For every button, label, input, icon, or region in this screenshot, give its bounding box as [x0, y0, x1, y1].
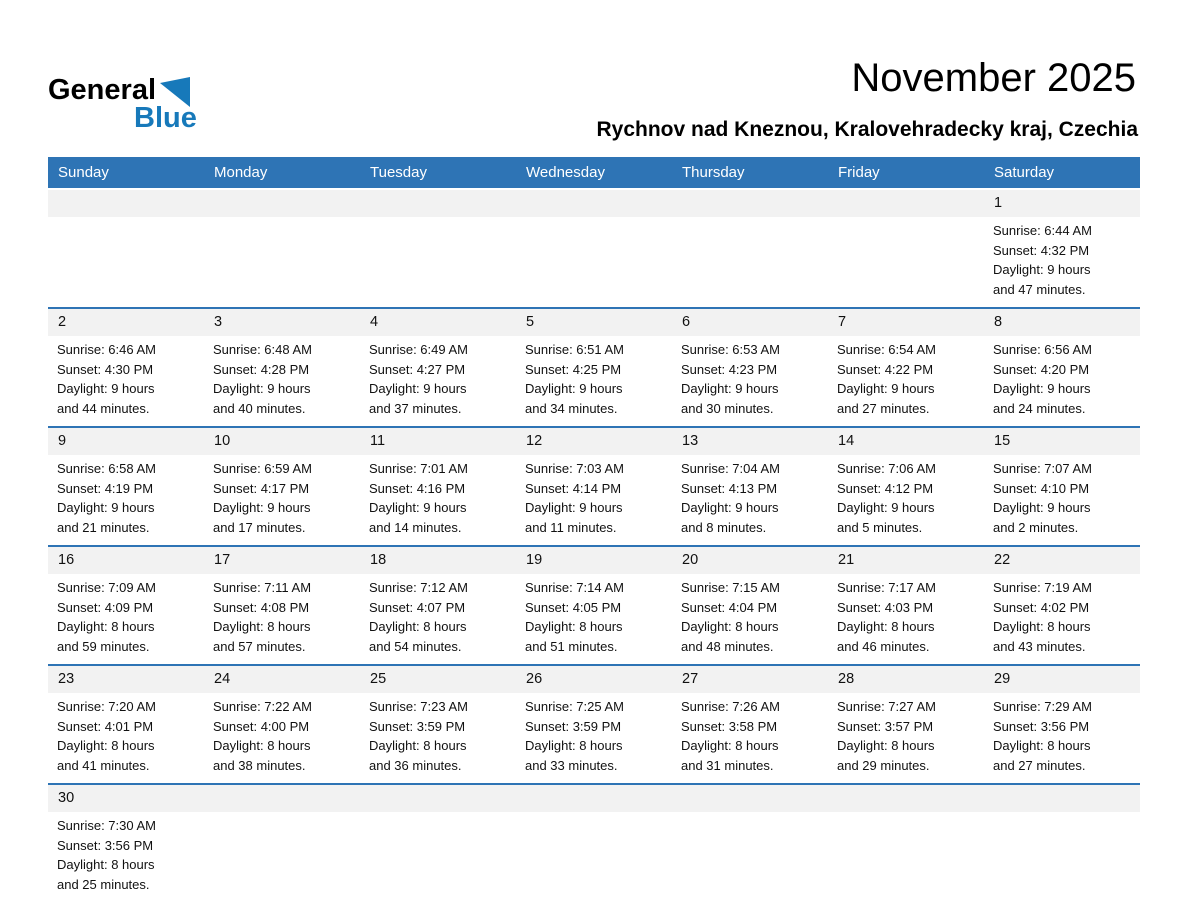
daylight-text: and 41 minutes. — [57, 757, 150, 773]
day-number: 18 — [370, 552, 387, 568]
day-cell — [672, 336, 828, 426]
day-number — [984, 785, 1140, 812]
day-cell — [516, 455, 672, 545]
daylight-text: and 25 minutes. — [57, 876, 150, 892]
day-cell — [48, 693, 204, 783]
daylight-text: and 34 minutes. — [525, 400, 618, 416]
day-number: 20 — [682, 552, 699, 568]
day-cell — [984, 217, 1140, 307]
daylight-text: and 11 minutes. — [525, 519, 617, 535]
sunset-text: Sunset: 4:04 PM — [681, 599, 778, 615]
daylight-text: and 38 minutes. — [213, 757, 306, 773]
sunrise-text: Sunrise: 7:27 AM — [837, 699, 936, 714]
sunrise-text: Sunrise: 6:44 AM — [993, 223, 1092, 238]
daylight-text: and 5 minutes. — [837, 519, 923, 535]
sunrise-text: Sunrise: 6:48 AM — [213, 342, 312, 357]
day-number: 17 — [214, 552, 231, 568]
day-number — [672, 190, 828, 217]
sunrise-text: Sunrise: 7:14 AM — [525, 580, 624, 595]
day-number: 30 — [58, 790, 75, 806]
sunrise-text: Sunrise: 6:54 AM — [837, 342, 936, 357]
day-cell — [828, 455, 984, 545]
daylight-text: and 43 minutes. — [993, 638, 1086, 654]
daylight-text: Daylight: 9 hours — [57, 500, 155, 515]
daylight-text: Daylight: 8 hours — [57, 857, 155, 872]
sunset-text: Sunset: 4:32 PM — [993, 242, 1090, 258]
day-cell — [828, 574, 984, 664]
sunrise-text: Sunrise: 7:04 AM — [681, 461, 780, 476]
daylight-text: and 17 minutes. — [213, 519, 306, 535]
sunrise-text: Sunrise: 7:20 AM — [57, 699, 156, 714]
day-cell — [360, 336, 516, 426]
daylight-text: and 14 minutes. — [369, 519, 462, 535]
day-number: 12 — [526, 433, 543, 449]
sunset-text: Sunset: 4:27 PM — [369, 361, 466, 377]
sunset-text: Sunset: 3:59 PM — [369, 718, 466, 734]
day-number: 5 — [526, 314, 535, 330]
week-content — [48, 455, 1140, 545]
sunrise-text: Sunrise: 7:06 AM — [837, 461, 936, 476]
daylight-text: and 29 minutes. — [837, 757, 930, 773]
day-number: 19 — [526, 552, 543, 568]
sunset-text: Sunset: 4:03 PM — [837, 599, 934, 615]
sunset-text: Sunset: 4:25 PM — [525, 361, 622, 377]
day-cell — [204, 693, 360, 783]
sunset-text: Sunset: 4:17 PM — [213, 480, 310, 496]
day-number: 25 — [370, 671, 387, 687]
sunset-text: Sunset: 4:23 PM — [681, 361, 778, 377]
day-number: 27 — [682, 671, 699, 687]
day-number: 16 — [58, 552, 75, 568]
sunrise-text: Sunrise: 7:22 AM — [213, 699, 312, 714]
daylight-text: Daylight: 9 hours — [525, 500, 623, 515]
logo-text-general: General — [48, 74, 156, 106]
daylight-text: Daylight: 8 hours — [213, 738, 311, 753]
daylight-text: and 24 minutes. — [993, 400, 1086, 416]
day-cell — [204, 812, 360, 902]
weekday-label: Thursday — [682, 164, 745, 181]
daylight-text: and 54 minutes. — [369, 638, 462, 654]
day-cell — [984, 812, 1140, 902]
day-number: 15 — [994, 433, 1011, 449]
daylight-text: Daylight: 9 hours — [681, 500, 779, 515]
day-cell — [672, 693, 828, 783]
day-number: 3 — [214, 314, 223, 330]
daylight-text: Daylight: 8 hours — [57, 619, 155, 634]
week-row — [48, 783, 1140, 918]
sunset-text: Sunset: 4:07 PM — [369, 599, 466, 615]
daylight-text: and 27 minutes. — [993, 757, 1086, 773]
logo-text-blue: Blue — [134, 102, 197, 134]
day-cell — [984, 574, 1140, 664]
day-number: 2 — [58, 314, 67, 330]
month-title: November 2025 — [851, 56, 1136, 100]
daylight-text: Daylight: 8 hours — [993, 738, 1091, 753]
day-cell — [672, 217, 828, 307]
day-cell — [48, 217, 204, 307]
daylight-text: Daylight: 8 hours — [681, 619, 779, 634]
sunset-text: Sunset: 4:22 PM — [837, 361, 934, 377]
day-cell — [48, 455, 204, 545]
weekday-label: Monday — [214, 164, 268, 181]
sunset-text: Sunset: 3:57 PM — [837, 718, 934, 734]
day-cell — [204, 455, 360, 545]
day-number: 6 — [682, 314, 691, 330]
daylight-text: Daylight: 8 hours — [837, 738, 935, 753]
calendar-weeks — [48, 190, 1140, 918]
location-subtitle: Rychnov nad Kneznou, Kralovehradecky kraj, Czechia — [596, 118, 1138, 141]
day-number — [48, 190, 204, 217]
sunset-text: Sunset: 4:13 PM — [681, 480, 778, 496]
day-number: 10 — [214, 433, 231, 449]
sunset-text: Sunset: 4:05 PM — [525, 599, 622, 615]
weekday-label: Friday — [838, 164, 880, 181]
sunrise-text: Sunrise: 7:26 AM — [681, 699, 780, 714]
week-row — [48, 426, 1140, 545]
day-number: 21 — [838, 552, 855, 568]
day-number — [672, 785, 828, 812]
daylight-text: and 37 minutes. — [369, 400, 462, 416]
day-cell — [516, 693, 672, 783]
sunset-text: Sunset: 4:00 PM — [213, 718, 310, 734]
daylight-text: Daylight: 8 hours — [57, 738, 155, 753]
sunrise-text: Sunrise: 7:29 AM — [993, 699, 1092, 714]
day-cell — [828, 812, 984, 902]
day-cell — [360, 574, 516, 664]
daylight-text: and 36 minutes. — [369, 757, 462, 773]
sunset-text: Sunset: 3:58 PM — [681, 718, 778, 734]
sunset-text: Sunset: 4:12 PM — [837, 480, 934, 496]
day-number: 23 — [58, 671, 75, 687]
day-cell — [984, 693, 1140, 783]
sunset-text: Sunset: 4:16 PM — [369, 480, 466, 496]
sunrise-text: Sunrise: 7:17 AM — [837, 580, 936, 595]
day-number — [516, 190, 672, 217]
day-number: 7 — [838, 314, 847, 330]
sunset-text: Sunset: 3:56 PM — [57, 837, 154, 853]
day-number: 13 — [682, 433, 699, 449]
day-number — [204, 190, 360, 217]
weekday-label: Sunday — [58, 164, 109, 181]
weekday-label: Wednesday — [526, 164, 605, 181]
sunset-text: Sunset: 3:56 PM — [993, 718, 1090, 734]
sunrise-text: Sunrise: 7:30 AM — [57, 818, 156, 833]
day-cell — [672, 574, 828, 664]
day-cell — [360, 812, 516, 902]
day-number: 29 — [994, 671, 1011, 687]
sunrise-text: Sunrise: 6:51 AM — [525, 342, 624, 357]
sunrise-text: Sunrise: 7:19 AM — [993, 580, 1092, 595]
week-row — [48, 545, 1140, 664]
daylight-text: Daylight: 8 hours — [993, 619, 1091, 634]
day-cell — [516, 812, 672, 902]
sunrise-text: Sunrise: 7:09 AM — [57, 580, 156, 595]
daylight-text: and 47 minutes. — [993, 281, 1086, 297]
daylight-text: and 59 minutes. — [57, 638, 150, 654]
day-number: 1 — [994, 195, 1003, 211]
week-number-band — [48, 309, 1140, 336]
day-cell — [204, 574, 360, 664]
sunrise-text: Sunrise: 6:58 AM — [57, 461, 156, 476]
week-content — [48, 812, 1140, 902]
day-number: 9 — [58, 433, 67, 449]
week-content — [48, 217, 1140, 307]
day-cell — [360, 217, 516, 307]
sunrise-text: Sunrise: 7:23 AM — [369, 699, 468, 714]
daylight-text: and 27 minutes. — [837, 400, 930, 416]
daylight-text: and 30 minutes. — [681, 400, 774, 416]
weekday-label: Saturday — [994, 164, 1055, 181]
day-number: 26 — [526, 671, 543, 687]
week-number-band — [48, 666, 1140, 693]
daylight-text: Daylight: 9 hours — [57, 381, 155, 396]
day-number: 14 — [838, 433, 855, 449]
week-number-band — [48, 428, 1140, 455]
daylight-text: Daylight: 8 hours — [525, 619, 623, 634]
sunrise-text: Sunrise: 6:46 AM — [57, 342, 156, 357]
calendar-grid — [48, 157, 1140, 918]
daylight-text: and 21 minutes. — [57, 519, 150, 535]
day-number — [828, 785, 984, 812]
sunset-text: Sunset: 3:59 PM — [525, 718, 622, 734]
daylight-text: Daylight: 8 hours — [213, 619, 311, 634]
day-cell — [672, 812, 828, 902]
daylight-text: and 40 minutes. — [213, 400, 306, 416]
sunset-text: Sunset: 4:20 PM — [993, 361, 1090, 377]
week-content — [48, 693, 1140, 783]
daylight-text: and 31 minutes. — [681, 757, 774, 773]
sunrise-text: Sunrise: 6:49 AM — [369, 342, 468, 357]
day-number: 24 — [214, 671, 231, 687]
daylight-text: and 8 minutes. — [681, 519, 767, 535]
day-cell — [516, 574, 672, 664]
daylight-text: Daylight: 9 hours — [213, 381, 311, 396]
daylight-text: and 48 minutes. — [681, 638, 774, 654]
week-number-band — [48, 190, 1140, 217]
day-cell — [828, 217, 984, 307]
sunset-text: Sunset: 4:02 PM — [993, 599, 1090, 615]
day-cell — [360, 455, 516, 545]
week-row — [48, 307, 1140, 426]
day-cell — [48, 336, 204, 426]
daylight-text: Daylight: 9 hours — [837, 500, 935, 515]
daylight-text: and 2 minutes. — [993, 519, 1079, 535]
day-cell — [48, 574, 204, 664]
daylight-text: Daylight: 8 hours — [837, 619, 935, 634]
sunset-text: Sunset: 4:19 PM — [57, 480, 154, 496]
daylight-text: Daylight: 9 hours — [681, 381, 779, 396]
day-number: 4 — [370, 314, 379, 330]
daylight-text: Daylight: 8 hours — [525, 738, 623, 753]
daylight-text: Daylight: 9 hours — [993, 381, 1091, 396]
sunrise-text: Sunrise: 6:59 AM — [213, 461, 312, 476]
general-blue-logo — [48, 74, 258, 140]
daylight-text: and 51 minutes. — [525, 638, 618, 654]
daylight-text: Daylight: 9 hours — [837, 381, 935, 396]
day-number — [360, 785, 516, 812]
sunset-text: Sunset: 4:09 PM — [57, 599, 154, 615]
day-number: 11 — [370, 433, 386, 449]
day-number — [828, 190, 984, 217]
week-content — [48, 336, 1140, 426]
day-cell — [516, 217, 672, 307]
sunset-text: Sunset: 4:10 PM — [993, 480, 1090, 496]
daylight-text: Daylight: 9 hours — [369, 381, 467, 396]
day-number — [360, 190, 516, 217]
day-cell — [204, 217, 360, 307]
week-row — [48, 664, 1140, 783]
sunset-text: Sunset: 4:08 PM — [213, 599, 310, 615]
daylight-text: Daylight: 9 hours — [213, 500, 311, 515]
daylight-text: and 57 minutes. — [213, 638, 306, 654]
sunrise-text: Sunrise: 6:56 AM — [993, 342, 1092, 357]
daylight-text: and 33 minutes. — [525, 757, 618, 773]
daylight-text: Daylight: 8 hours — [369, 619, 467, 634]
day-number — [204, 785, 360, 812]
day-number: 28 — [838, 671, 855, 687]
day-cell — [828, 693, 984, 783]
daylight-text: Daylight: 9 hours — [525, 381, 623, 396]
week-number-band — [48, 785, 1140, 812]
day-number: 22 — [994, 552, 1011, 568]
day-cell — [828, 336, 984, 426]
day-number — [516, 785, 672, 812]
sunset-text: Sunset: 4:28 PM — [213, 361, 310, 377]
daylight-text: Daylight: 9 hours — [369, 500, 467, 515]
sunrise-text: Sunrise: 7:25 AM — [525, 699, 624, 714]
week-row — [48, 190, 1140, 307]
daylight-text: Daylight: 8 hours — [369, 738, 467, 753]
day-cell — [984, 455, 1140, 545]
weekday-label: Tuesday — [370, 164, 427, 181]
sunrise-text: Sunrise: 7:15 AM — [681, 580, 780, 595]
week-content — [48, 574, 1140, 664]
daylight-text: and 44 minutes. — [57, 400, 150, 416]
sunrise-text: Sunrise: 6:53 AM — [681, 342, 780, 357]
daylight-text: Daylight: 9 hours — [993, 500, 1091, 515]
weekday-header — [48, 157, 1140, 188]
day-cell — [204, 336, 360, 426]
sunrise-text: Sunrise: 7:07 AM — [993, 461, 1092, 476]
day-cell — [672, 455, 828, 545]
day-cell — [516, 336, 672, 426]
daylight-text: Daylight: 9 hours — [993, 262, 1091, 277]
daylight-text: Daylight: 8 hours — [681, 738, 779, 753]
sunrise-text: Sunrise: 7:01 AM — [369, 461, 468, 476]
sunset-text: Sunset: 4:01 PM — [57, 718, 154, 734]
sunset-text: Sunset: 4:14 PM — [525, 480, 622, 496]
daylight-text: and 46 minutes. — [837, 638, 930, 654]
sunset-text: Sunset: 4:30 PM — [57, 361, 154, 377]
sunrise-text: Sunrise: 7:03 AM — [525, 461, 624, 476]
day-number: 8 — [994, 314, 1003, 330]
week-number-band — [48, 547, 1140, 574]
day-cell — [984, 336, 1140, 426]
sunrise-text: Sunrise: 7:11 AM — [213, 580, 312, 595]
sunrise-text: Sunrise: 7:12 AM — [369, 580, 468, 595]
day-cell — [48, 812, 204, 902]
day-cell — [360, 693, 516, 783]
